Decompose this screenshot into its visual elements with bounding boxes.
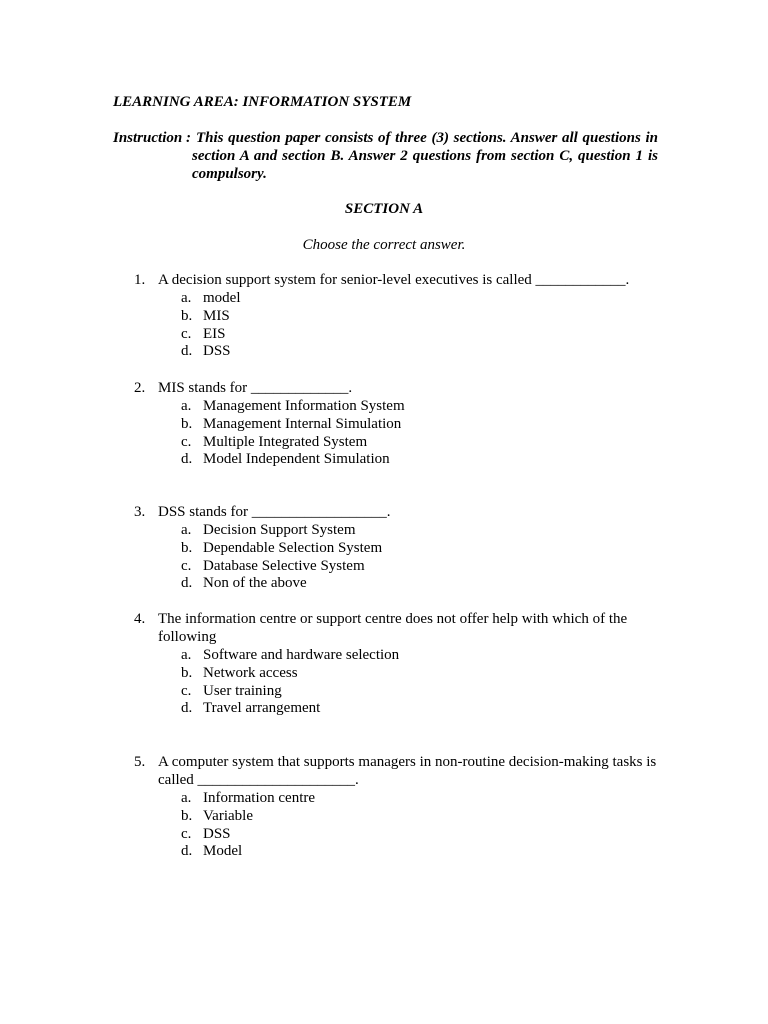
option-text: Network access: [203, 664, 298, 681]
option-text: Non of the above: [203, 575, 307, 592]
option-letter: d.: [181, 575, 193, 592]
option-text: User training: [203, 682, 282, 699]
option-text: Management Internal Simulation: [203, 415, 402, 432]
option-letter: a.: [181, 290, 192, 306]
option-text: Information centre: [203, 790, 316, 806]
instruction-label: Instruction :: [113, 130, 191, 146]
option-c: [113, 433, 658, 451]
option-letter: c.: [181, 682, 192, 699]
option-list: [113, 789, 658, 860]
option-a: [113, 289, 658, 307]
option-text: Software and hardware selection: [203, 647, 400, 663]
option-list: [113, 289, 658, 360]
option-c: [113, 682, 658, 700]
option-text: Dependable Selection System: [203, 539, 383, 556]
option-c: [113, 825, 658, 843]
question-number: 3.: [134, 504, 146, 520]
question-number: 5.: [134, 754, 146, 770]
option-letter: d.: [181, 343, 193, 360]
option-letter: b.: [181, 807, 193, 824]
option-d: [113, 574, 658, 592]
option-a: [113, 646, 658, 664]
question-5: [113, 753, 658, 860]
option-d: [113, 342, 658, 360]
instruction-text: This question paper consists of three (3) sections. Answer all questions in section A and section B. Answer 2 questions from section C, question 1 is compulsory.: [192, 130, 658, 182]
option-a: [113, 397, 658, 415]
option-letter: c.: [181, 325, 192, 342]
option-letter: b.: [181, 415, 193, 432]
question-text: The information centre or support centre does not offer help with which of the following: [158, 611, 628, 645]
question-4: [113, 610, 658, 717]
option-letter: a.: [181, 790, 192, 806]
option-text: Database Selective System: [203, 557, 365, 574]
section-title: SECTION A: [344, 201, 424, 217]
option-text: DSS: [203, 825, 231, 842]
option-text: Decision Support System: [203, 522, 356, 538]
option-text: Variable: [203, 807, 253, 824]
option-d: [113, 450, 658, 468]
option-b: [113, 807, 658, 825]
question-text: DSS stands for __________________.: [158, 504, 391, 520]
option-text: Model Independent Simulation: [203, 451, 390, 468]
option-b: [113, 307, 658, 325]
option-list: [113, 521, 658, 592]
question-text: MIS stands for _____________.: [158, 380, 353, 396]
option-letter: a.: [181, 647, 192, 663]
option-letter: a.: [181, 398, 192, 414]
question-1: [113, 271, 658, 360]
question-number: 2.: [134, 380, 146, 396]
learning-area-heading: LEARNING AREA: INFORMATION SYSTEM: [113, 94, 412, 110]
option-letter: d.: [181, 451, 193, 468]
question-number: 4.: [134, 611, 146, 627]
question-3: [113, 503, 658, 592]
option-letter: c.: [181, 433, 192, 450]
option-text: Model: [203, 843, 243, 860]
option-b: [113, 415, 658, 433]
option-text: Management Information System: [203, 398, 405, 414]
option-d: [113, 699, 658, 717]
question-text: A computer system that supports managers in non-routine decision-making tasks is called _____________________.: [158, 754, 657, 788]
question-number: 1.: [134, 272, 146, 288]
option-text: Multiple Integrated System: [203, 433, 368, 450]
option-letter: a.: [181, 522, 192, 538]
option-text: model: [203, 290, 241, 306]
option-list: [113, 397, 658, 468]
option-c: [113, 557, 658, 575]
option-text: EIS: [203, 325, 226, 342]
section-instruction: Choose the correct answer.: [302, 237, 466, 253]
option-list: [113, 646, 658, 717]
option-a: [113, 789, 658, 807]
option-letter: b.: [181, 664, 193, 681]
question-text: A decision support system for senior-level executives is called ____________.: [158, 272, 630, 288]
option-letter: c.: [181, 825, 192, 842]
option-letter: d.: [181, 843, 193, 860]
option-b: [113, 539, 658, 557]
instruction-block: [113, 129, 658, 183]
option-b: [113, 664, 658, 682]
option-letter: b.: [181, 307, 193, 324]
option-c: [113, 325, 658, 343]
option-text: MIS: [203, 307, 230, 324]
question-2: [113, 379, 658, 468]
option-letter: c.: [181, 557, 192, 574]
option-d: [113, 842, 658, 860]
option-letter: d.: [181, 700, 193, 717]
option-text: Travel arrangement: [203, 700, 321, 717]
option-letter: b.: [181, 539, 193, 556]
option-a: [113, 521, 658, 539]
option-text: DSS: [203, 343, 231, 360]
